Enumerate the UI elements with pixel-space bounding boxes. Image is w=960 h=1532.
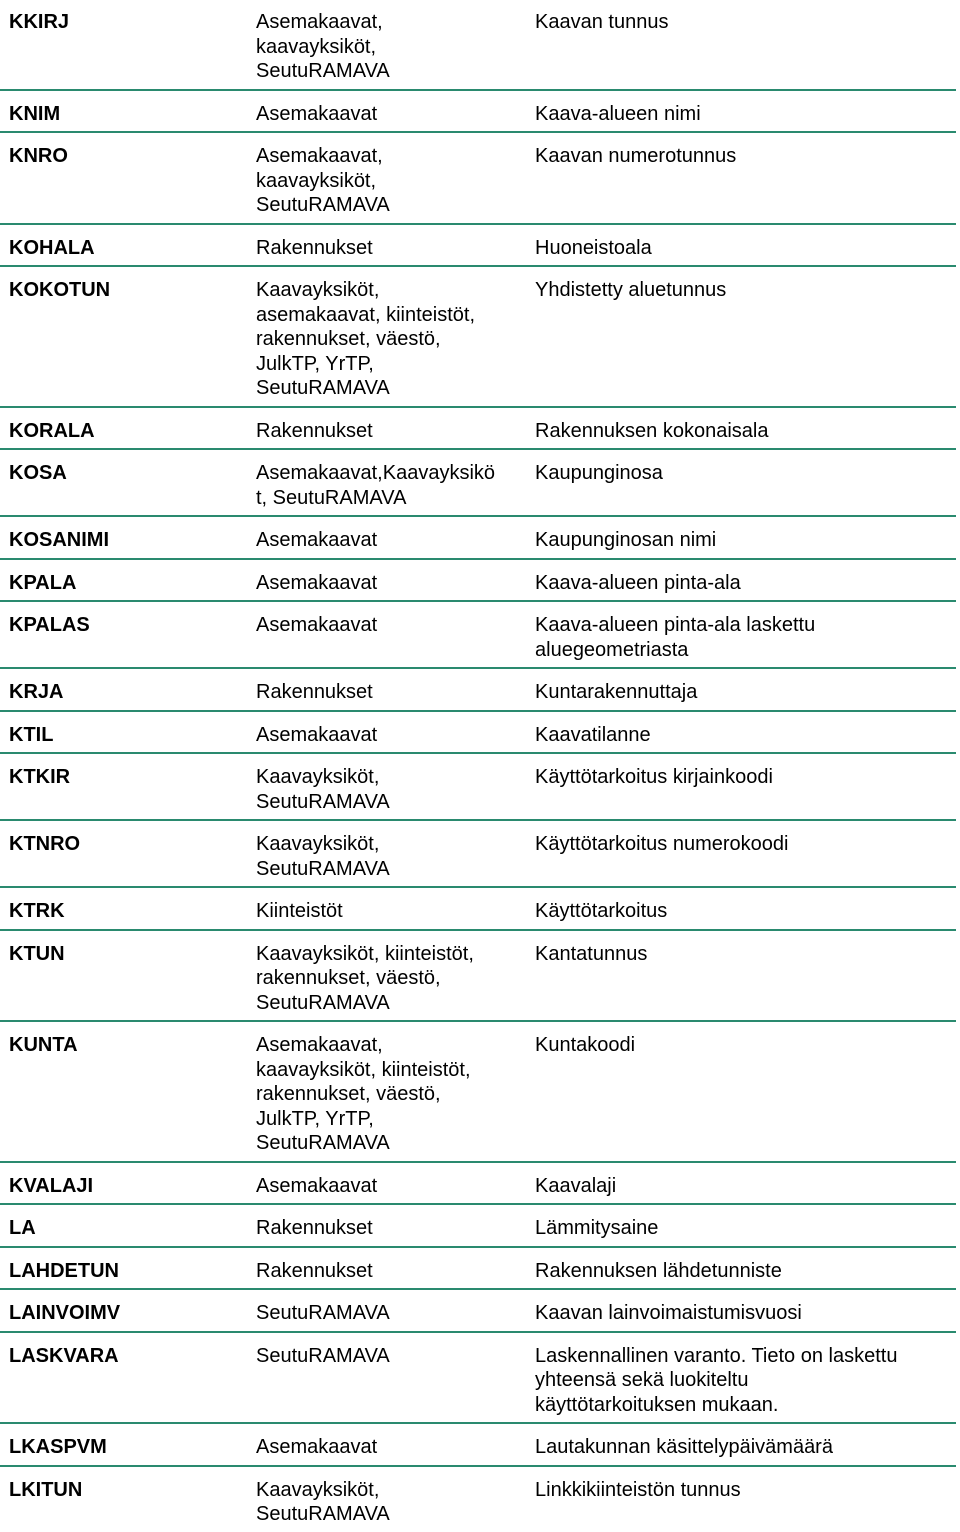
field-code: KTIL bbox=[9, 723, 54, 746]
field-source: Asemakaavat bbox=[256, 614, 378, 636]
field-source: Asemakaavat,Kaavayksikö t, SeutuRAMAVA bbox=[256, 462, 496, 509]
field-code: KRJA bbox=[9, 681, 64, 703]
field-code: KPALAS bbox=[9, 614, 90, 636]
table-row bbox=[0, 91, 956, 134]
field-source: Kaavayksiköt, SeutuRAMAVA bbox=[256, 833, 390, 880]
table-row bbox=[0, 1248, 956, 1291]
table-row bbox=[0, 669, 956, 712]
field-source: Kaavayksiköt, asemakaavat, kiinteistöt, rakennukset, väestö, JulkTP, YrTP, SeutuRAMAVA bbox=[256, 279, 475, 399]
field-code: KTUN bbox=[9, 942, 65, 965]
field-description: Rakennuksen lähdetunniste bbox=[535, 1259, 782, 1282]
field-code: KPALA bbox=[9, 571, 77, 594]
field-code: KUNTA bbox=[9, 1034, 78, 1056]
field-source: Rakennukset bbox=[256, 681, 373, 703]
field-source: Asemakaavat bbox=[256, 529, 378, 551]
field-source: Kaavayksiköt, SeutuRAMAVA bbox=[256, 1478, 390, 1525]
field-code: KORALA bbox=[9, 419, 95, 442]
field-source: Kaavayksiköt, kiinteistöt, rakennukset, väestö, SeutuRAMAVA bbox=[256, 942, 474, 1014]
field-code: LAHDETUN bbox=[9, 1259, 119, 1282]
table-row bbox=[0, 0, 956, 91]
table-row bbox=[0, 1467, 956, 1532]
field-source: SeutuRAMAVA bbox=[256, 1302, 390, 1324]
field-source: Asemakaavat bbox=[256, 723, 378, 746]
field-source: Rakennukset bbox=[256, 419, 373, 442]
field-description: Yhdistetty aluetunnus bbox=[535, 279, 727, 301]
table-row bbox=[0, 1022, 956, 1163]
field-description: Kantatunnus bbox=[535, 942, 648, 965]
field-source: Asemakaavat, kaavayksiköt, SeutuRAMAVA bbox=[256, 11, 390, 82]
field-description: Kaavan numerotunnus bbox=[535, 145, 737, 167]
field-description: Kaava-alueen pinta-ala laskettu aluegeometriasta bbox=[535, 614, 816, 661]
table-row bbox=[0, 821, 956, 888]
field-description: Kaavan tunnus bbox=[535, 11, 669, 33]
field-source: Asemakaavat, kaavayksiköt, SeutuRAMAVA bbox=[256, 145, 390, 216]
field-code: KTKIR bbox=[9, 766, 71, 788]
table-row bbox=[0, 517, 956, 560]
field-source: Asemakaavat bbox=[256, 1436, 378, 1458]
table-row bbox=[0, 1163, 956, 1206]
field-source: Kaavayksiköt, SeutuRAMAVA bbox=[256, 766, 390, 813]
field-source: SeutuRAMAVA bbox=[256, 1344, 390, 1367]
field-source: Asemakaavat bbox=[256, 102, 378, 125]
field-description: Käyttötarkoitus numerokoodi bbox=[535, 833, 789, 855]
table-row bbox=[0, 225, 956, 268]
field-description: Linkkikiinteistön tunnus bbox=[535, 1478, 741, 1501]
field-code: KKIRJ bbox=[9, 11, 70, 33]
field-description: Kaavalaji bbox=[535, 1174, 617, 1197]
field-source: Kiinteistöt bbox=[256, 900, 343, 922]
field-description: Huoneistoala bbox=[535, 236, 652, 259]
field-description: Kaava-alueen pinta-ala bbox=[535, 571, 741, 594]
field-source: Rakennukset bbox=[256, 1217, 373, 1239]
table-row bbox=[0, 931, 956, 1023]
field-description: Kuntakoodi bbox=[535, 1034, 636, 1056]
field-description: Kaavan lainvoimaistumisvuosi bbox=[535, 1302, 802, 1324]
table-row bbox=[0, 712, 956, 755]
field-source: Rakennukset bbox=[256, 236, 373, 259]
field-code: KOKOTUN bbox=[9, 279, 111, 301]
table-row bbox=[0, 888, 956, 931]
table-row bbox=[0, 267, 956, 408]
table-row bbox=[0, 1205, 956, 1248]
field-source: Rakennukset bbox=[256, 1259, 373, 1282]
field-code: LKASPVM bbox=[9, 1436, 107, 1458]
field-code: LA bbox=[9, 1217, 36, 1239]
field-description: Kaupunginosan nimi bbox=[535, 529, 717, 551]
field-description: Kaupunginosa bbox=[535, 462, 663, 484]
field-code: KVALAJI bbox=[9, 1174, 94, 1197]
field-code: KOSA bbox=[9, 462, 67, 484]
table-row bbox=[0, 754, 956, 821]
table-row bbox=[0, 1290, 956, 1333]
table-row bbox=[0, 133, 956, 225]
field-code: KTRK bbox=[9, 900, 65, 922]
field-source: Asemakaavat, kaavayksiköt, kiinteistöt, rakennukset, väestö, JulkTP, YrTP, SeutuRAMAVA bbox=[256, 1034, 471, 1154]
field-description: Lämmitysaine bbox=[535, 1217, 659, 1239]
field-description: Käyttötarkoitus bbox=[535, 900, 668, 922]
table-row bbox=[0, 408, 956, 451]
field-description: Kaavatilanne bbox=[535, 723, 651, 746]
field-description: Laskennallinen varanto. Tieto on laskettu yhteensä sekä luokiteltu käyttötarkoituksen mukaan. bbox=[535, 1344, 898, 1416]
field-description: Kaava-alueen nimi bbox=[535, 102, 701, 125]
field-code: KNIM bbox=[9, 102, 61, 125]
table-row bbox=[0, 602, 956, 669]
field-source: Asemakaavat bbox=[256, 571, 378, 594]
field-description: Lautakunnan käsittelypäivämäärä bbox=[535, 1436, 833, 1458]
field-code: KTNRO bbox=[9, 833, 81, 855]
field-description: Käyttötarkoitus kirjainkoodi bbox=[535, 766, 773, 788]
field-code: KNRO bbox=[9, 145, 68, 167]
field-source: Asemakaavat bbox=[256, 1174, 378, 1197]
field-code: LKITUN bbox=[9, 1478, 83, 1501]
table-row bbox=[0, 1424, 956, 1467]
table-row bbox=[0, 1333, 956, 1425]
field-code: KOSANIMI bbox=[9, 529, 109, 551]
field-code: LAINVOIMV bbox=[9, 1302, 121, 1324]
field-description: Kuntarakennuttaja bbox=[535, 681, 698, 703]
table-row bbox=[0, 560, 956, 603]
field-description: Rakennuksen kokonaisala bbox=[535, 419, 769, 442]
field-code: LASKVARA bbox=[9, 1344, 119, 1367]
table-row bbox=[0, 450, 956, 517]
field-code: KOHALA bbox=[9, 236, 95, 259]
